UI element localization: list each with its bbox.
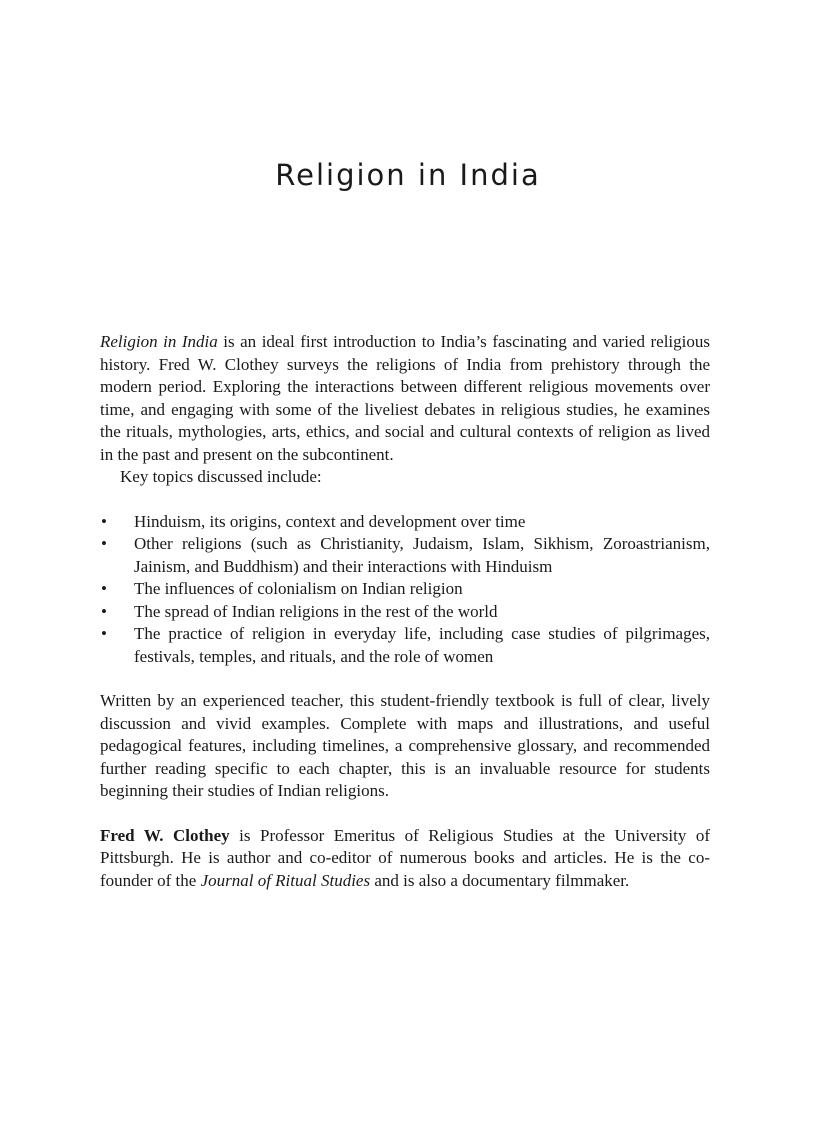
topic-text: The influences of colonialism on Indian religion bbox=[134, 579, 463, 598]
author-bio-text-1: is Professor Emeritus of Religious Studies at the University of Pittsburgh. He is author and co-editor of numerous books and articles. He is the co-founder of the bbox=[100, 825, 710, 890]
book-title-italic: Religion in India bbox=[100, 332, 218, 351]
bullet-icon: • bbox=[101, 601, 107, 621]
topic-text: Other religions (such as Christianity, Judaism, Islam, Sikhism, Zoroastrianism, Jainism, and Buddhism) and their interactions with Hinduism bbox=[134, 534, 710, 576]
description-paragraph: Written by an experienced teacher, this student-friendly textbook is full of clear, lively discussion and vivid examples. Complete with maps and illustrations, and useful pedagogical features, including timelines, a comprehensive glossary, and recommended further reading specific to each chapter, this is an invaluable resource for students beginning their studies of Indian religions. bbox=[100, 691, 710, 800]
topics-list bbox=[100, 511, 710, 669]
topic-text: Hinduism, its origins, context and development over time bbox=[134, 511, 526, 531]
topic-item bbox=[100, 511, 710, 534]
journal-title: Journal of Ritual Studies bbox=[200, 870, 371, 890]
bullet-icon: • bbox=[101, 624, 107, 643]
topic-item bbox=[100, 578, 710, 601]
topic-item bbox=[100, 623, 710, 668]
bullet-icon: • bbox=[101, 579, 107, 598]
bullet-icon: • bbox=[101, 534, 107, 553]
key-topics-intro: Key topics discussed include: bbox=[120, 467, 322, 486]
author-bio-paragraph bbox=[100, 825, 710, 893]
topic-item bbox=[100, 533, 710, 578]
intro-paragraph bbox=[100, 331, 710, 466]
back-cover-text bbox=[100, 331, 710, 892]
intro-text: is an ideal first introduction to India’s fascinating and varied religious history. Fred W. Clothey surveys the religions of India from prehistory through the modern period. Exploring the interactions between different religious movements over time, and engaging with some of the liveliest debates in religious studies, he examines the rituals, mythologies, arts, ethics, and social and cultural contexts of religion as lived in the past and present on the subcontinent. bbox=[100, 332, 710, 464]
topic-text: The spread of Indian religions in the rest of the world bbox=[134, 601, 498, 621]
bullet-icon: • bbox=[101, 511, 107, 531]
page-title: Religion in India bbox=[275, 158, 541, 192]
topic-text: The practice of religion in everyday life, including case studies of pilgrimages, festivals, temples, and rituals, and the role of women bbox=[134, 624, 710, 666]
paragraph-spacer bbox=[100, 803, 710, 825]
topic-item bbox=[100, 601, 710, 624]
author-name: Fred W. Clothey bbox=[100, 825, 230, 845]
author-bio-text-2: and is also a documentary filmmaker. bbox=[370, 870, 630, 890]
